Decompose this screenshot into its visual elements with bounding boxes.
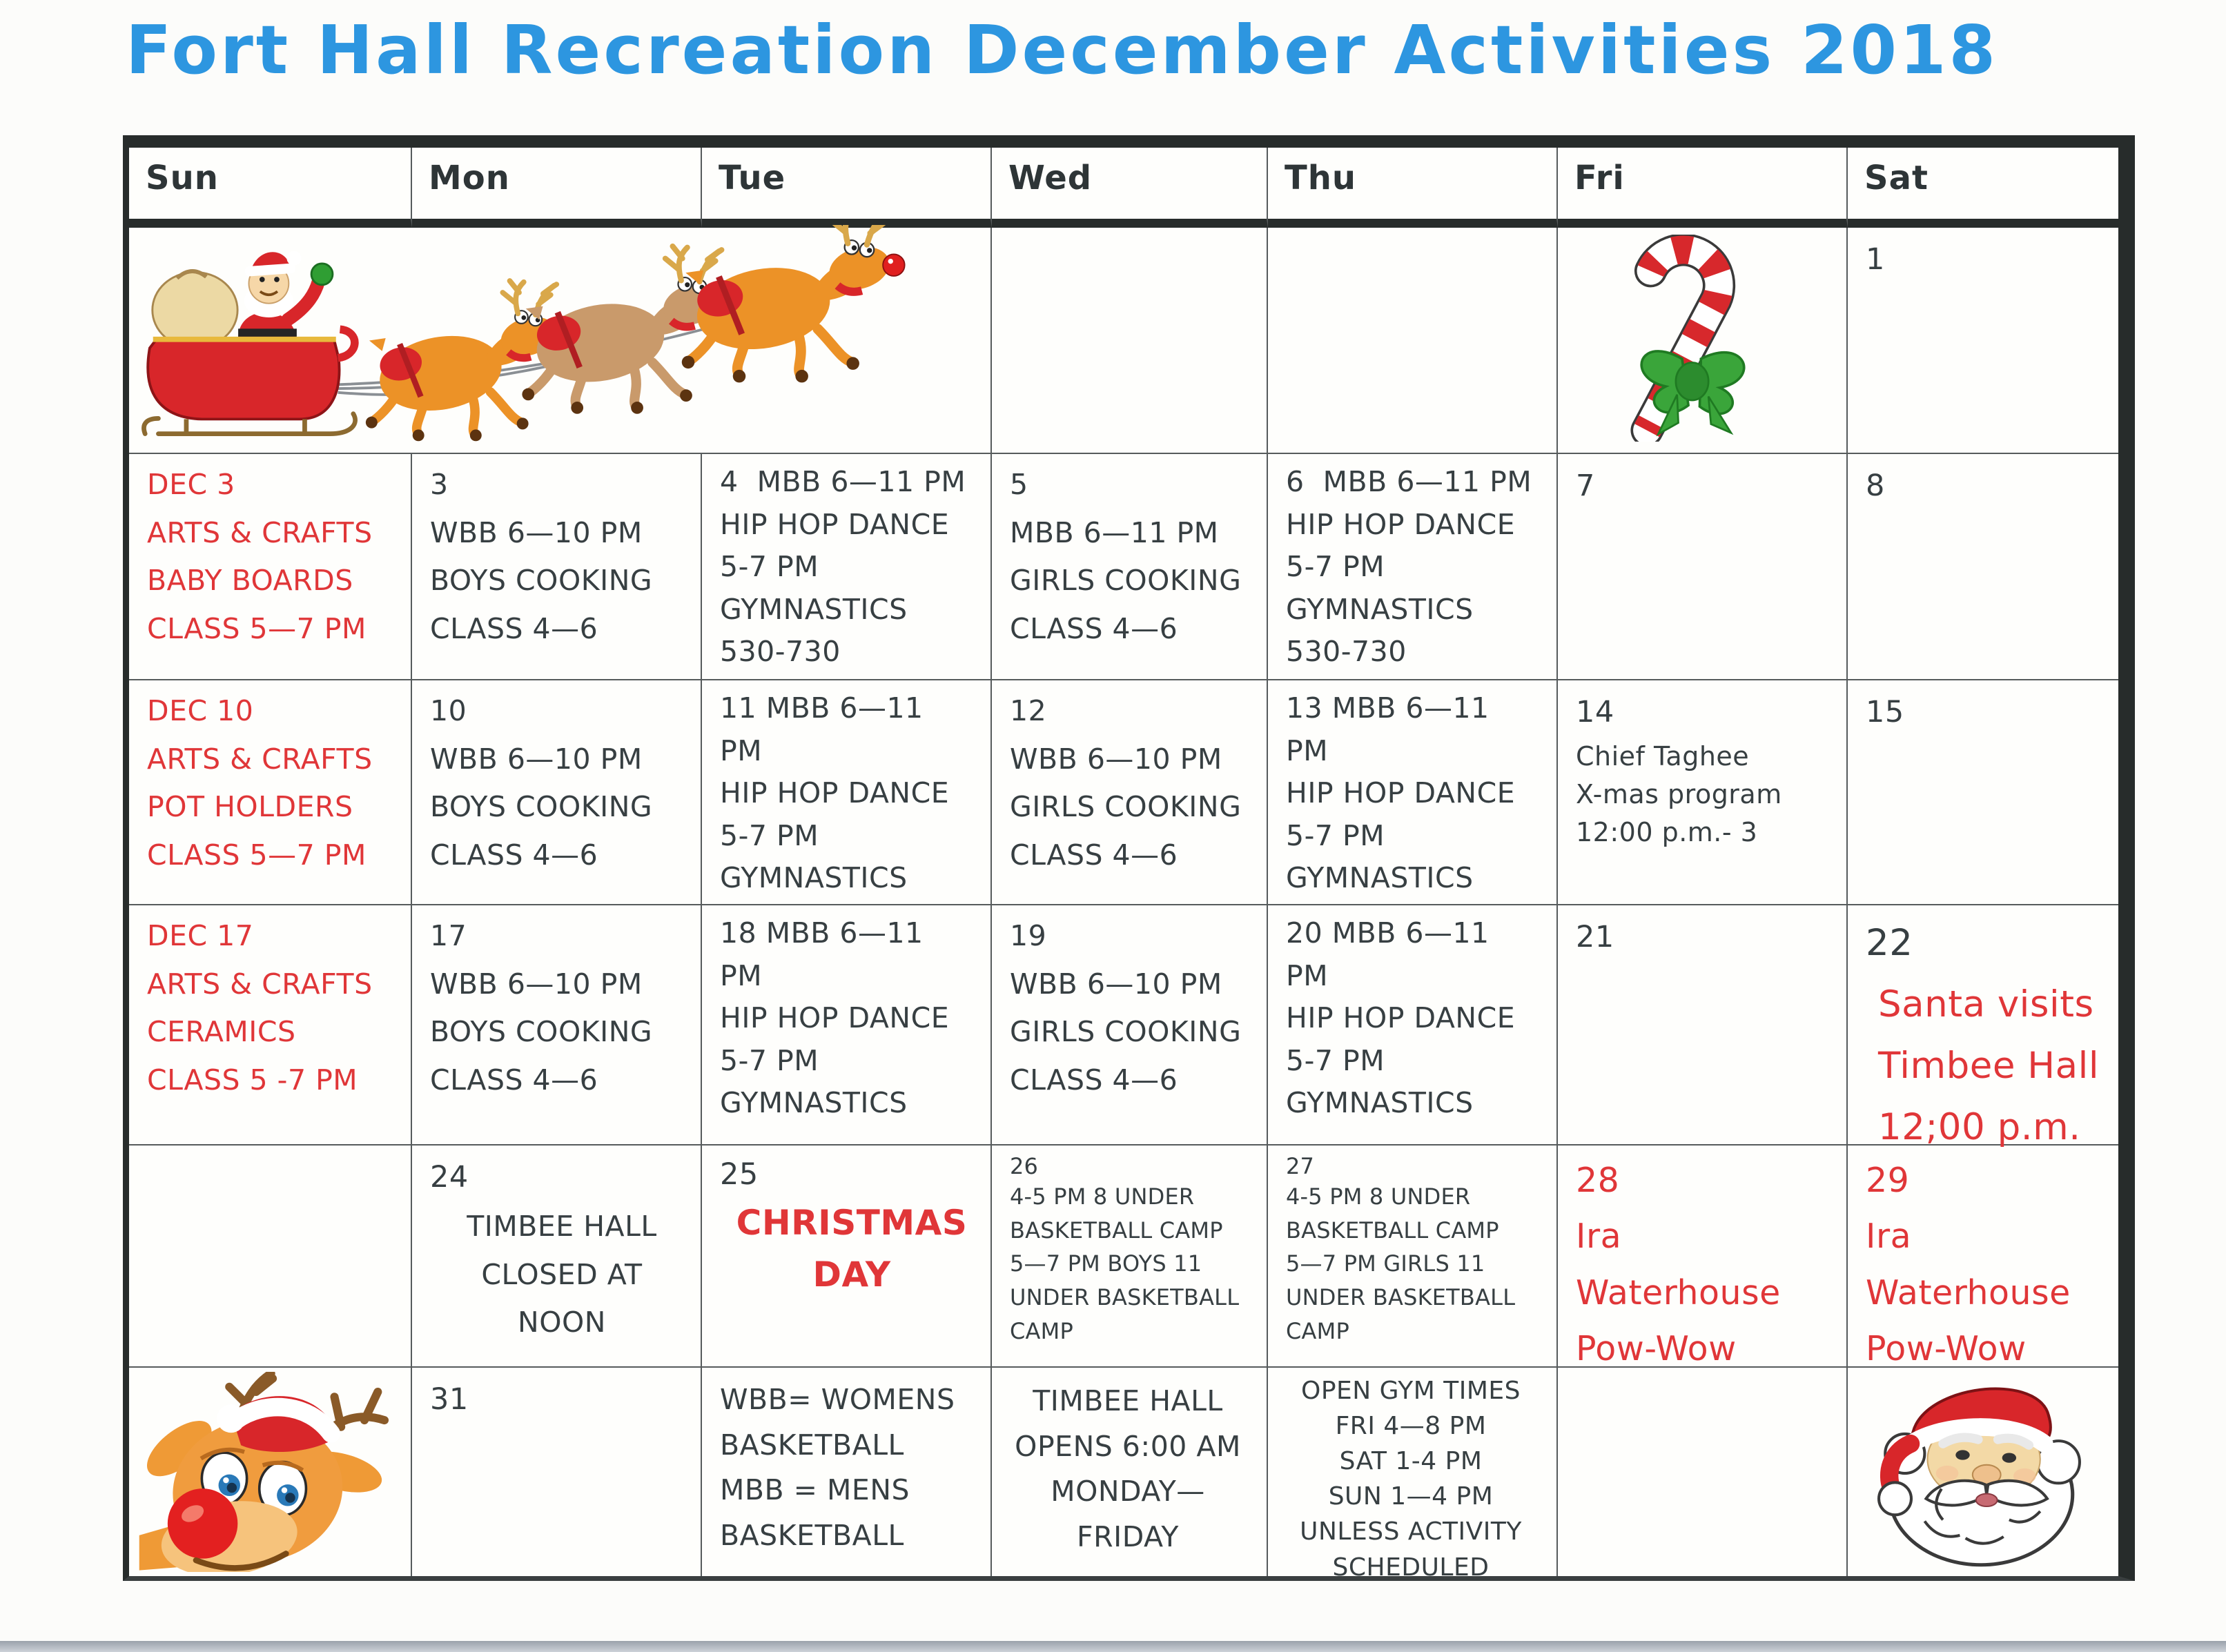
event-text: 4 MBB 6—11 PM — [720, 465, 966, 498]
event-text: PM — [1286, 958, 1329, 992]
event-text: Santa visits — [1878, 983, 2094, 1026]
scan-edge-band — [0, 1641, 2226, 1652]
page-title: Fort Hall Recreation December Activities 2018 — [126, 11, 1999, 89]
weekday-header-tue: Tue — [702, 148, 992, 228]
event-text: HIP HOP DANCE — [720, 776, 950, 809]
cell-w2-fri — [1558, 454, 1848, 680]
event-text: NOON — [518, 1306, 606, 1339]
weekday-header-wed: Wed — [992, 148, 1268, 228]
event-text: 20 MBB 6—11 — [1286, 916, 1490, 950]
event-text: CLASS 5—7 PM — [147, 838, 367, 872]
day-number: 26 — [1010, 1153, 1039, 1179]
event-text: BASKETBALL — [720, 1428, 904, 1462]
event-text: HIP HOP DANCE — [720, 1001, 950, 1034]
cell-w3-mon — [412, 680, 702, 905]
weekday-header-sat: Sat — [1848, 148, 2118, 228]
event-text: 13 MBB 6—11 — [1286, 691, 1490, 725]
weekday-header-mon: Mon — [412, 148, 702, 228]
event-text: WBB 6—10 PM — [430, 515, 643, 549]
event-text: MBB 6—11 PM — [1010, 515, 1219, 549]
day-number: 7 — [1576, 469, 1595, 503]
event-text: BABY BOARDS — [147, 564, 353, 598]
event-text: BOYS COOKING — [430, 790, 653, 824]
event-text: Timbee Hall — [1878, 1045, 2100, 1088]
cell-w6-tue — [702, 1368, 992, 1576]
event-text: WBB 6—10 PM — [430, 742, 643, 776]
cell-w2-sun — [129, 454, 412, 680]
day-number: 5 — [1010, 468, 1028, 501]
event-text: OPEN GYM TIMES — [1300, 1377, 1521, 1405]
cell-w5-sun — [129, 1145, 412, 1368]
event-text: CAMP — [1286, 1317, 1349, 1344]
cell-w5-sat — [1848, 1145, 2118, 1368]
event-text: 4-5 PM 8 UNDER — [1010, 1183, 1195, 1210]
day-number: 17 — [430, 919, 467, 952]
cell-w5-tue — [702, 1145, 992, 1368]
weekday-header-sun: Sun — [129, 148, 412, 228]
event-text: BOYS COOKING — [430, 564, 653, 598]
event-text: CAMP — [1010, 1317, 1073, 1344]
event-text: Pow-Wow — [1576, 1328, 1737, 1368]
event-text: HIP HOP DANCE — [720, 507, 950, 541]
event-text: GYMNASTICS — [720, 592, 908, 626]
cell-w6-sun — [129, 1368, 412, 1576]
day-number: 21 — [1576, 920, 1614, 954]
cell-w1-sat — [1848, 228, 2118, 454]
cell-w4-thu — [1268, 905, 1558, 1145]
day-number: 12 — [1010, 694, 1047, 727]
day-number: 24 — [430, 1160, 469, 1194]
candy-cane-bow-image — [1596, 235, 1796, 444]
cell-w1-thu — [1268, 228, 1558, 454]
event-text: POT HOLDERS — [147, 790, 353, 824]
event-text: SCHEDULED — [1332, 1553, 1490, 1582]
event-text: 530-730 — [1286, 635, 1407, 668]
event-text: 530-730 — [720, 635, 841, 668]
cell-w6-sat — [1848, 1368, 2118, 1576]
event-text: DEC 3 — [147, 468, 235, 501]
cell-w6-fri — [1558, 1368, 1848, 1576]
event-text: 5-7 PM — [1286, 550, 1385, 583]
event-text: ARTS & CRAFTS — [147, 515, 373, 549]
event-text: CLASS 5 -7 PM — [147, 1063, 358, 1097]
day-number: 28 — [1576, 1161, 1620, 1200]
santa-sleigh-reindeer-image — [130, 225, 971, 447]
cell-w3-wed — [992, 680, 1268, 905]
weekday-header-fri: Fri — [1558, 148, 1848, 228]
day-number: 10 — [430, 694, 467, 727]
cell-w2-sat — [1848, 454, 2118, 680]
event-text: UNDER BASKETBALL — [1286, 1284, 1516, 1310]
event-text: 6 MBB 6—11 PM — [1286, 465, 1532, 498]
day-number: 1 — [1866, 242, 1885, 277]
event-text: DEC 10 — [147, 694, 254, 727]
day-number: 31 — [430, 1382, 469, 1417]
event-text: 5-7 PM — [720, 1043, 819, 1077]
day-number: 25 — [720, 1157, 759, 1192]
cell-w4-mon — [412, 905, 702, 1145]
cell-w1-fri — [1558, 228, 1848, 454]
santa-face-image — [1859, 1369, 2100, 1576]
event-text: PM — [720, 958, 763, 992]
day-number: 14 — [1576, 695, 1614, 729]
event-text: CLOSED AT — [481, 1257, 643, 1291]
event-text: MBB = MENS — [720, 1473, 910, 1507]
cell-w2-wed — [992, 454, 1268, 680]
cell-w3-fri — [1558, 680, 1848, 905]
event-text: UNLESS ACTIVITY — [1300, 1517, 1522, 1546]
event-text: GYMNASTICS — [720, 861, 908, 894]
event-text: CHRISTMAS — [736, 1202, 968, 1243]
event-text: Waterhouse — [1576, 1272, 1781, 1312]
event-text: GYMNASTICS — [1286, 861, 1474, 894]
event-text: Pow-Wow — [1866, 1328, 2027, 1368]
event-text: DAY — [812, 1254, 891, 1295]
event-text: CLASS 4—6 — [1010, 1063, 1178, 1097]
day-number: 22 — [1866, 922, 1913, 964]
event-text: BASKETBALL CAMP — [1286, 1217, 1499, 1243]
event-text: HIP HOP DANCE — [1286, 776, 1516, 809]
event-text: Ira — [1576, 1217, 1622, 1257]
event-text: CLASS 4—6 — [1010, 838, 1178, 872]
event-text: TIMBEE HALL — [467, 1210, 657, 1243]
event-text: SAT 1-4 PM — [1339, 1447, 1483, 1476]
event-text: DEC 17 — [147, 919, 254, 952]
cell-w5-fri — [1558, 1145, 1848, 1368]
event-text: 5-7 PM — [720, 818, 819, 852]
event-text: SUN 1—4 PM — [1328, 1482, 1494, 1511]
event-text: FRI 4—8 PM — [1335, 1412, 1487, 1441]
event-text: 11 MBB 6—11 — [720, 691, 924, 725]
event-text: WBB= WOMENS — [720, 1383, 955, 1416]
event-text: 5—7 PM GIRLS 11 — [1286, 1250, 1485, 1277]
rudolph-reindeer-face-image — [126, 1372, 402, 1575]
event-text: FRIDAY — [1077, 1520, 1179, 1553]
event-text: BOYS COOKING — [430, 1015, 653, 1049]
event-text: GYMNASTICS — [1286, 592, 1474, 626]
event-text: TIMBEE HALL — [1033, 1384, 1223, 1417]
cell-w4-sat — [1848, 905, 2118, 1149]
event-text: GYMNASTICS — [1286, 1086, 1474, 1119]
cell-w5-mon — [412, 1145, 702, 1368]
day-number: 29 — [1866, 1161, 1910, 1200]
event-text: PM — [720, 734, 763, 767]
cell-w3-sun — [129, 680, 412, 905]
cell-w2-tue — [702, 454, 992, 680]
event-text: 18 MBB 6—11 — [720, 916, 924, 950]
event-text: WBB 6—10 PM — [1010, 742, 1222, 776]
cell-w1-sun-to-tue — [129, 228, 992, 454]
event-text: CLASS 4—6 — [1010, 612, 1178, 646]
event-text: CLASS 4—6 — [430, 612, 598, 646]
event-text: 5-7 PM — [720, 550, 819, 583]
event-text: WBB 6—10 PM — [430, 967, 643, 1001]
event-text: WBB 6—10 PM — [1010, 967, 1222, 1001]
event-text: BASKETBALL CAMP — [1010, 1217, 1223, 1243]
event-text: GYMNASTICS — [720, 1086, 908, 1119]
cell-w4-tue — [702, 905, 992, 1145]
event-text: 5-7 PM — [1286, 818, 1385, 852]
day-number: 8 — [1866, 469, 1885, 503]
event-text: Chief Taghee — [1576, 741, 1750, 772]
cell-w6-wed — [992, 1368, 1268, 1576]
cell-w3-tue — [702, 680, 992, 905]
day-number: 19 — [1010, 919, 1047, 952]
cell-w4-fri — [1558, 905, 1848, 1145]
event-text: CERAMICS — [147, 1015, 296, 1049]
weekday-header-thu: Thu — [1268, 148, 1558, 228]
event-text: Waterhouse — [1866, 1272, 2071, 1312]
day-number: 15 — [1866, 695, 1904, 729]
event-text: UNDER BASKETBALL — [1010, 1284, 1240, 1310]
event-text: MONDAY— — [1051, 1475, 1205, 1508]
event-text: HIP HOP DANCE — [1286, 507, 1516, 541]
event-text: ARTS & CRAFTS — [147, 742, 373, 776]
event-text: CLASS 5—7 PM — [147, 612, 367, 646]
event-text: CLASS 4—6 — [430, 1063, 598, 1097]
event-text: CLASS 4—6 — [430, 838, 598, 872]
day-number: 3 — [430, 468, 449, 501]
day-number: 27 — [1286, 1153, 1315, 1179]
cell-w5-thu — [1268, 1145, 1558, 1368]
cell-w6-mon — [412, 1368, 702, 1576]
event-text: 5—7 PM BOYS 11 — [1010, 1250, 1202, 1277]
event-text: PM — [1286, 734, 1329, 767]
event-text: Ira — [1866, 1217, 1912, 1257]
december-calendar-table — [123, 135, 2135, 1581]
event-text: BASKETBALL — [720, 1518, 904, 1552]
cell-w4-sun — [129, 905, 412, 1145]
event-text: HIP HOP DANCE — [1286, 1001, 1516, 1034]
cell-w2-thu — [1268, 454, 1558, 680]
event-text: 12;00 p.m. — [1878, 1106, 2081, 1149]
event-text: 5-7 PM — [1286, 1043, 1385, 1077]
event-text: GIRLS COOKING — [1010, 790, 1242, 824]
cell-w1-wed — [992, 228, 1268, 454]
cell-w3-sat — [1848, 680, 2118, 905]
event-text: GIRLS COOKING — [1010, 564, 1242, 598]
cell-w5-wed — [992, 1145, 1268, 1368]
event-text: 12:00 p.m.- 3 — [1576, 817, 1758, 848]
event-text: X-mas program — [1576, 779, 1782, 810]
cell-w2-mon — [412, 454, 702, 680]
cell-w6-thu — [1268, 1368, 1558, 1582]
event-text: ARTS & CRAFTS — [147, 967, 373, 1001]
event-text: 4-5 PM 8 UNDER — [1286, 1183, 1471, 1210]
cell-w3-thu — [1268, 680, 1558, 905]
event-text: OPENS 6:00 AM — [1015, 1429, 1241, 1463]
event-text: GIRLS COOKING — [1010, 1015, 1242, 1049]
cell-w4-wed — [992, 905, 1268, 1145]
